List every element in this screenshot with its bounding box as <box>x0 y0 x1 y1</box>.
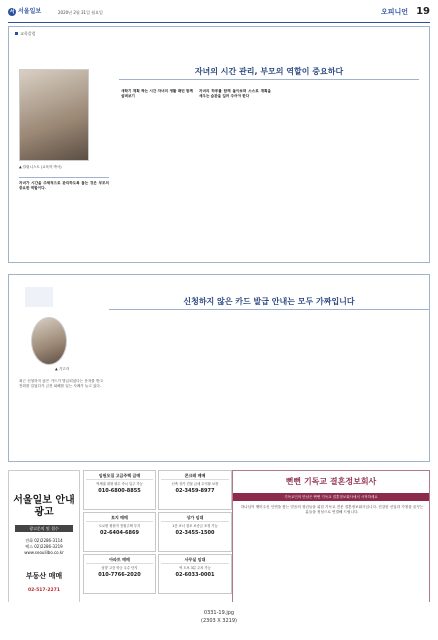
ad-cell: 토지 매매 도로변 평탄지 전원주택 부지 02-6404-6869 <box>83 512 156 552</box>
image-filename: 0331-19.jpg <box>203 610 235 616</box>
page-number: 19 <box>416 6 430 17</box>
article-column-2: 자녀의 하루를 함께 돌아보며 스스로 계획을 세우는 습관을 길러 주어야 한다 <box>199 89 271 99</box>
contribution-column-2 <box>191 319 267 457</box>
wedding-description: 하나님이 맺어주신 인연을 찾는 믿음의 청년들을 위한 기독교 전문 결혼정보회사입니다. 건강한 신앙과 가정을 꿈꾸는 분들을 정성으로 연결해 드립니다. <box>240 505 424 515</box>
classified-title: 서울일보 안내광고 <box>13 495 75 518</box>
pull-quote: 자녀가 시간을 주체적으로 관리하도록 돕는 것은 부모의 중요한 역할이다. <box>19 181 109 191</box>
contribution-column-4 <box>355 319 425 457</box>
article-column-3 <box>277 89 349 257</box>
contributor-caption: ▲ 기고자 <box>55 367 69 371</box>
section-mark <box>25 287 53 307</box>
logo-text: 서울일보 <box>18 8 42 16</box>
header-rule <box>8 22 430 23</box>
article-column-1: 새학기 계획 짜는 시간 자녀의 생활 패턴 함께 살펴보기 <box>121 89 193 99</box>
contribution-column-3 <box>273 319 349 457</box>
image-dimensions: (2303 X 3219) <box>201 618 237 625</box>
photo-caption: ▲ 칼럼니스트 (교육학 박사) <box>19 165 62 169</box>
contribution-summary: 최근 신청하지 않은 카드가 발급되었다는 문자를 받고 전화를 걸었다가 금전 피해를 입는 사례가 늘고 있다. <box>19 379 103 389</box>
contributor-photo <box>31 317 67 365</box>
realestate-title: 부동산 매매 <box>25 572 63 580</box>
ad-cell: 콘크레 매매 신축 상가 건물 급매 수익률 보장 02-3459-8977 <box>158 470 232 510</box>
author-photo <box>19 69 89 161</box>
ad-cell: 상가 임대 1층 코너 점포 보증금 조정 가능 02-3455-1500 <box>158 512 232 552</box>
section-name: 오피니언 <box>380 8 408 16</box>
column-tag: 교육칼럼 <box>15 31 35 36</box>
headline-rule <box>119 79 419 80</box>
wedding-banner: 기독교인의 만남은 뻔뻔 기독교 결혼정보회사에서 시작하세요 <box>233 493 429 501</box>
logo-icon: 서 <box>9 9 15 15</box>
article-headline-2: 신청하지 않은 카드 발급 안내는 모두 가짜입니다 <box>183 297 355 306</box>
ad-cell: 임원모집 고급주택 급매 역세권 대형 평수 즉시 입주 가능 010-6800-8855 <box>83 470 156 510</box>
classified-fax: 팩스 02)2286-3219 <box>25 544 63 549</box>
article-education-column <box>8 26 430 263</box>
article-contribution <box>8 274 430 462</box>
issue-date: 2020년 2월 31일 월요일 <box>58 10 103 15</box>
square-bullet-icon <box>15 32 18 35</box>
ad-cell: 아파트 매매 남향 고층 학군 우수 단지 010-7766-2020 <box>83 554 156 594</box>
ad-cell: 사무실 임대 역 도보 3분 주차 가능 02-6033-0001 <box>158 554 232 594</box>
page-header <box>8 6 430 22</box>
classified-url: www.seoulilbo.co.kr <box>24 550 64 555</box>
classified-subtitle: 광고문의 및 접수 <box>15 525 73 532</box>
article-column-4 <box>355 89 425 257</box>
caption-rule <box>19 177 109 178</box>
wedding-title: 뻔뻔 기독교 결혼정보회사 <box>285 477 377 486</box>
contribution-column-1 <box>109 319 185 457</box>
realestate-phone: 02-517-2271 <box>28 588 60 593</box>
masthead-logo <box>8 8 41 16</box>
headline-rule-2 <box>109 309 429 310</box>
article-headline: 자녀의 시간 관리, 부모의 역할이 중요하다 <box>194 67 344 76</box>
image-meta-footer <box>0 602 438 640</box>
classified-phone: 전화 02)2286-3114 <box>25 538 63 543</box>
